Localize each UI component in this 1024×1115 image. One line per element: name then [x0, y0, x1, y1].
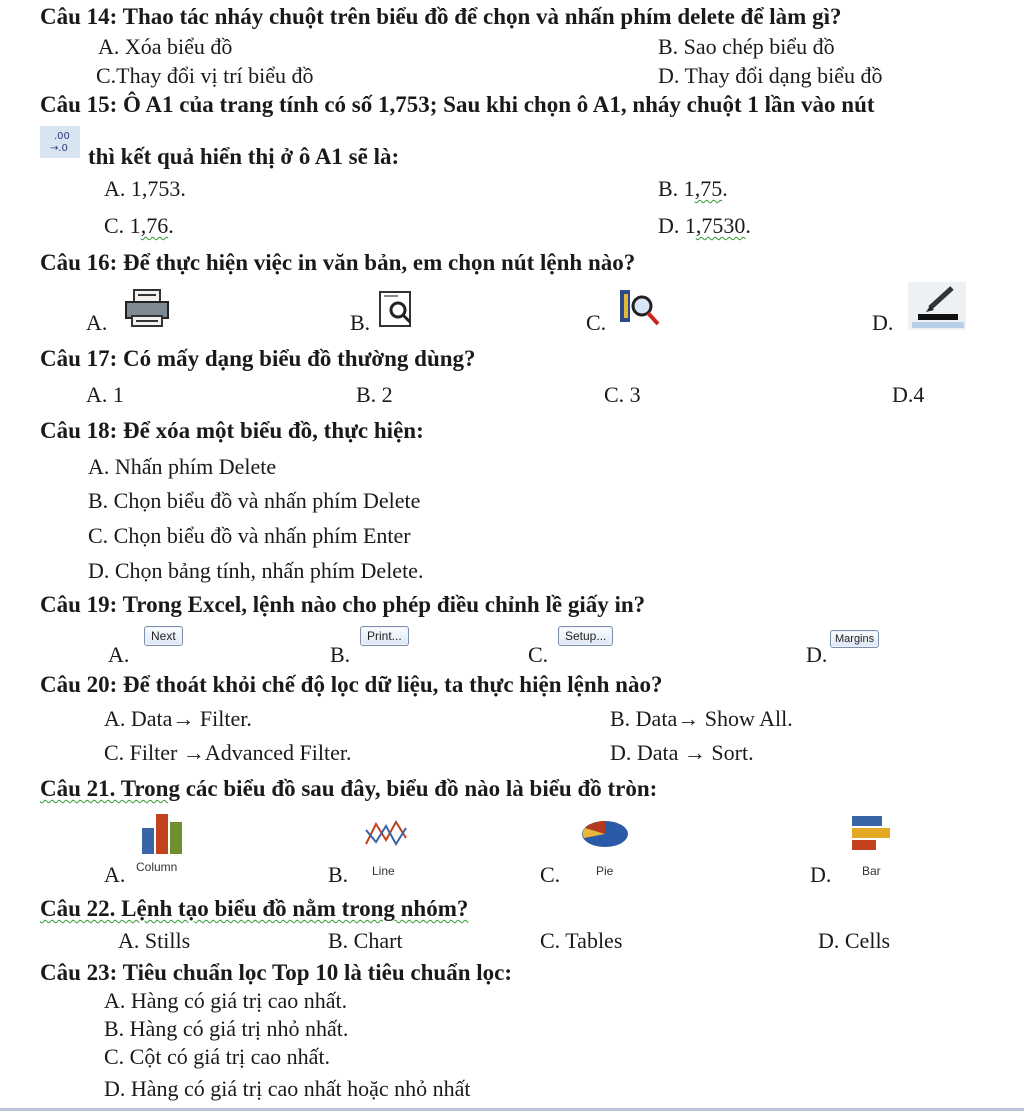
q23-option-c: C. Cột có giá trị cao nhất.: [104, 1044, 331, 1069]
print-preview-icon: [378, 290, 414, 328]
q20-option-c: C. Filter →Advanced Filter.: [104, 740, 352, 765]
q14-option-d: D. Thay đổi dạng biểu đồ: [658, 63, 883, 88]
bar-chart-icon: [850, 812, 892, 854]
q18-option-b: B. Chọn biểu đồ và nhấn phím Delete: [88, 488, 421, 513]
q15-option-b: B. 1,75.: [658, 176, 728, 201]
q15-option-d: D. 1,7530.: [658, 213, 751, 238]
q15-option-a: A. 1,753.: [104, 176, 186, 201]
spelling-check-icon: [618, 286, 664, 328]
q17-option-d: D.4: [892, 382, 925, 407]
q18-option-d: D. Chọn bảng tính, nhấn phím Delete.: [88, 558, 424, 583]
q21-option-a: A.: [104, 862, 126, 887]
q21-option-d: D.: [810, 862, 832, 887]
line-chart-icon: [364, 814, 410, 854]
q21-option-c: C.: [540, 862, 561, 887]
q14-option-c: C.Thay đổi vị trí biểu đồ: [96, 63, 314, 88]
q23-option-b: B. Hàng có giá trị nhỏ nhất.: [104, 1016, 349, 1041]
q17-option-b: B. 2: [356, 382, 393, 407]
question-20: Câu 20: Để thoát khỏi chế độ lọc dữ liệu, ta thực hiện lệnh nào?: [40, 672, 663, 697]
line-chart-caption: Line: [372, 864, 395, 878]
q18-option-a: A. Nhấn phím Delete: [88, 454, 277, 479]
q19-option-a: A.: [108, 642, 130, 667]
q14-option-b: B. Sao chép biểu đồ: [658, 34, 835, 59]
q23-option-d: D. Hàng có giá trị cao nhất hoặc nhỏ nhất: [104, 1076, 471, 1101]
q18-option-c: C. Chọn biểu đồ và nhấn phím Enter: [88, 523, 411, 548]
question-18: Câu 18: Để xóa một biểu đồ, thực hiện:: [40, 418, 424, 443]
setup-button[interactable]: Setup...: [558, 626, 613, 646]
q22-option-c: C. Tables: [540, 928, 623, 953]
bar-chart-caption: Bar: [862, 864, 881, 878]
q21-option-b: B.: [328, 862, 349, 887]
question-19: Câu 19: Trong Excel, lệnh nào cho phép điều chỉnh lề giấy in?: [40, 592, 646, 617]
question-17: Câu 17: Có mấy dạng biểu đồ thường dùng?: [40, 346, 476, 371]
q20-option-a: A. Data→ Filter.: [104, 706, 252, 731]
q14-option-a: A. Xóa biểu đồ: [98, 34, 233, 59]
margins-button[interactable]: Margins: [830, 630, 879, 648]
q19-option-d: D.: [806, 642, 828, 667]
question-23: Câu 23: Tiêu chuẩn lọc Top 10 là tiêu chuẩn lọc:: [40, 960, 513, 985]
q19-option-c: C.: [528, 642, 549, 667]
question-16: Câu 16: Để thực hiện việc in văn bản, em chọn nút lệnh nào?: [40, 250, 636, 275]
question-15-continued: thì kết quả hiển thị ở ô A1 sẽ là:: [88, 144, 400, 169]
q22-option-a: A. Stills: [118, 928, 191, 953]
q17-option-c: C. 3: [604, 382, 641, 407]
q22-option-d: D. Cells: [818, 928, 891, 953]
q19-option-b: B.: [330, 642, 351, 667]
q23-option-a: A. Hàng có giá trị cao nhất.: [104, 988, 348, 1013]
q16-option-b: B.: [350, 310, 371, 335]
q16-option-a: A.: [86, 310, 108, 335]
next-button[interactable]: Next: [144, 626, 183, 646]
q20-option-b: B. Data→ Show All.: [610, 706, 793, 731]
page-bottom-divider: [0, 1108, 1024, 1111]
question-21: Câu 21. Trong các biểu đồ sau đây, biểu đồ nào là biểu đồ tròn:: [40, 776, 658, 801]
column-chart-caption: Column: [136, 860, 178, 874]
q20-option-d: D. Data → Sort.: [610, 740, 754, 765]
q15-option-c: C. 1,76.: [104, 213, 174, 238]
decrease-decimal-icon: [40, 126, 80, 158]
pie-chart-icon: [580, 818, 630, 850]
question-22: Câu 22. Lệnh tạo biểu đồ nằm trong nhóm?: [40, 896, 469, 921]
printer-icon: [124, 288, 170, 328]
column-chart-icon: [140, 810, 186, 856]
drawing-pen-icon: [908, 282, 966, 330]
question-15: Câu 15: Ô A1 của trang tính có số 1,753; Sau khi chọn ô A1, nháy chuột 1 lần vào nút: [40, 92, 875, 117]
q16-option-c: C.: [586, 310, 607, 335]
pie-chart-caption: Pie: [596, 864, 614, 878]
svg-text:.00: .00: [54, 131, 70, 142]
print-button[interactable]: Print...: [360, 626, 409, 646]
q17-option-a: A. 1: [86, 382, 124, 407]
question-14: Câu 14: Thao tác nháy chuột trên biểu đồ để chọn và nhấn phím delete để làm gì?: [40, 4, 842, 29]
q22-option-b: B. Chart: [328, 928, 403, 953]
q16-option-d: D.: [872, 310, 894, 335]
svg-text:→.0: →.0: [50, 143, 68, 154]
